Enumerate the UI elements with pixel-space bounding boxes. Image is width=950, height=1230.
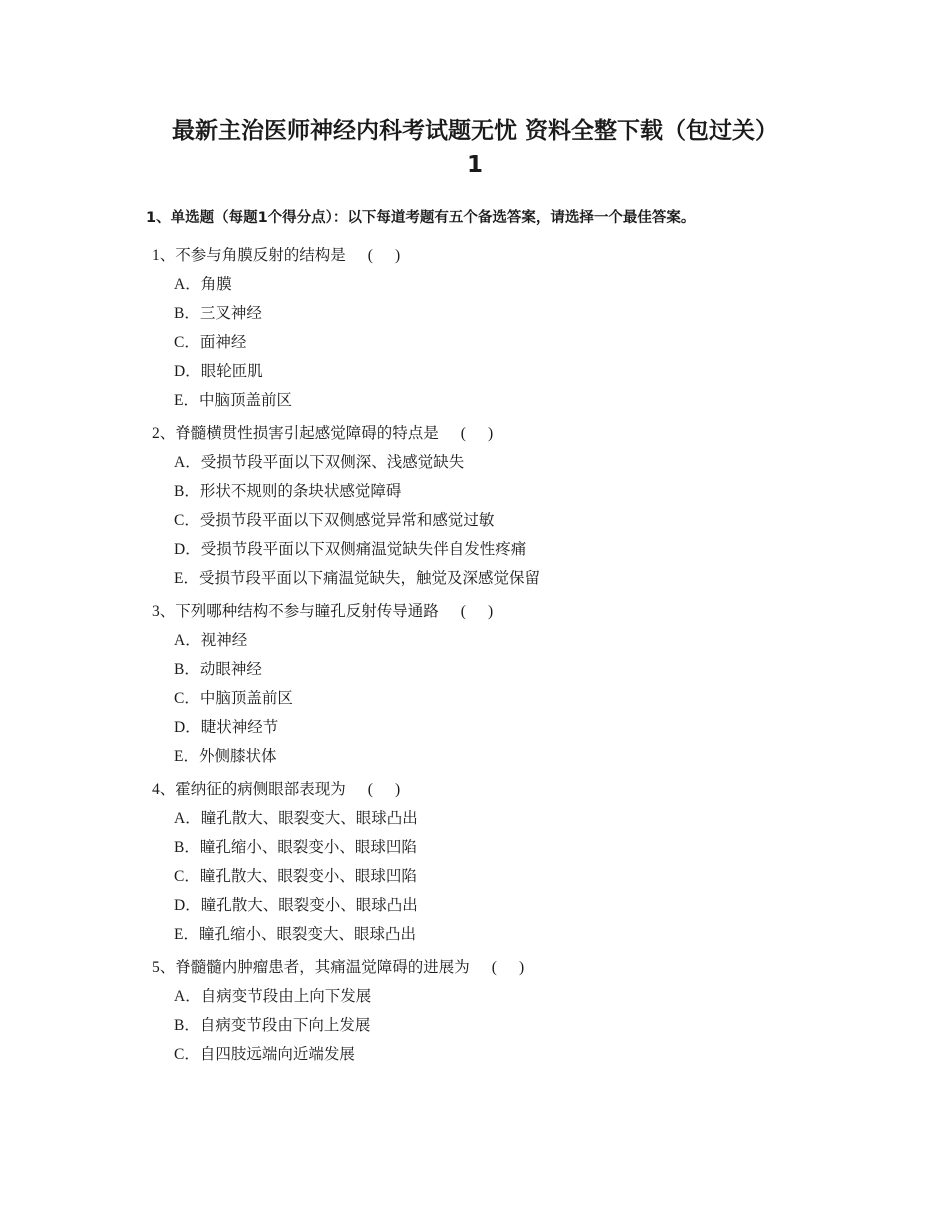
question-stem-text: 1、不参与角膜反射的结构是 (152, 247, 346, 264)
option-list (152, 451, 852, 596)
question-stem (152, 244, 852, 273)
answer-option: D．睫状神经节 (174, 719, 279, 736)
option-list (152, 807, 852, 952)
question-item (152, 422, 852, 596)
question-stem-text: 3、下列哪种结构不参与瞳孔反射传导通路 (152, 603, 439, 620)
answer-option: E．瞳孔缩小、眼裂变大、眼球凸出 (174, 926, 416, 943)
answer-paren-open: ( (460, 425, 466, 442)
option-list (152, 273, 852, 418)
answer-option: D．眼轮匝肌 (174, 363, 263, 380)
answer-option: E．受损节段平面以下痛温觉缺失，触觉及深感觉保留 (174, 570, 540, 587)
answer-option: D．受损节段平面以下双侧痛温觉缺失伴自发性疼痛 (174, 541, 527, 558)
question-stem-text: 5、脊髓髓内肿瘤患者，其痛温觉障碍的进展为 (152, 959, 470, 976)
answer-option: B．自病变节段由下向上发展 (174, 1017, 371, 1034)
answer-paren-close: ) (487, 425, 494, 442)
title-line-1: 最新主治医师神经内科考试题无忧 资料全整下载（包过关） (171, 118, 778, 144)
answer-paren-close: ) (394, 781, 401, 798)
answer-option: A．角膜 (174, 276, 232, 293)
answer-option: A．自病变节段由上向下发展 (174, 988, 372, 1005)
title-line-2: 1 (466, 152, 483, 178)
question-stem (152, 778, 852, 807)
question-item (152, 956, 852, 1072)
section-heading: 1、单选题（每题1个得分点）：以下每道考题有五个备选答案，请选择一个最佳答案。 (146, 210, 696, 226)
answer-option: E．中脑顶盖前区 (174, 392, 292, 409)
question-stem-text: 4、霍纳征的病侧眼部表现为 (152, 781, 346, 798)
question-list (152, 244, 852, 1076)
question-item (152, 600, 852, 774)
answer-option: D．瞳孔散大、眼裂变小、眼球凸出 (174, 897, 418, 914)
answer-option: B．三叉神经 (174, 305, 262, 322)
answer-paren-close: ) (518, 959, 525, 976)
answer-option: B．瞳孔缩小、眼裂变小、眼球凹陷 (174, 839, 417, 856)
question-item (152, 244, 852, 418)
answer-paren-open: ( (460, 603, 466, 620)
answer-paren-open: ( (367, 247, 373, 264)
question-stem (152, 600, 852, 629)
answer-option: A．受损节段平面以下双侧深、浅感觉缺失 (174, 454, 465, 471)
answer-option: B．动眼神经 (174, 661, 262, 678)
answer-option: A．视神经 (174, 632, 248, 649)
question-stem (152, 956, 852, 985)
answer-option: C．受损节段平面以下双侧感觉异常和感觉过敏 (174, 512, 495, 529)
answer-paren-open: ( (367, 781, 373, 798)
option-list (152, 629, 852, 774)
answer-option: C．自四肢远端向近端发展 (174, 1046, 355, 1063)
option-list (152, 985, 852, 1072)
document-title (0, 114, 950, 182)
answer-option: E．外侧膝状体 (174, 748, 277, 765)
answer-paren-close: ) (394, 247, 401, 264)
question-stem (152, 422, 852, 451)
answer-option: C．面神经 (174, 334, 247, 351)
answer-paren-close: ) (487, 603, 494, 620)
answer-option: C．瞳孔散大、眼裂变小、眼球凹陷 (174, 868, 417, 885)
answer-option: A．瞳孔散大、眼裂变大、眼球凸出 (174, 810, 418, 827)
question-stem-text: 2、脊髓横贯性损害引起感觉障碍的特点是 (152, 425, 439, 442)
answer-option: C．中脑顶盖前区 (174, 690, 293, 707)
answer-option: B．形状不规则的条块状感觉障碍 (174, 483, 402, 500)
question-item (152, 778, 852, 952)
answer-paren-open: ( (491, 959, 497, 976)
